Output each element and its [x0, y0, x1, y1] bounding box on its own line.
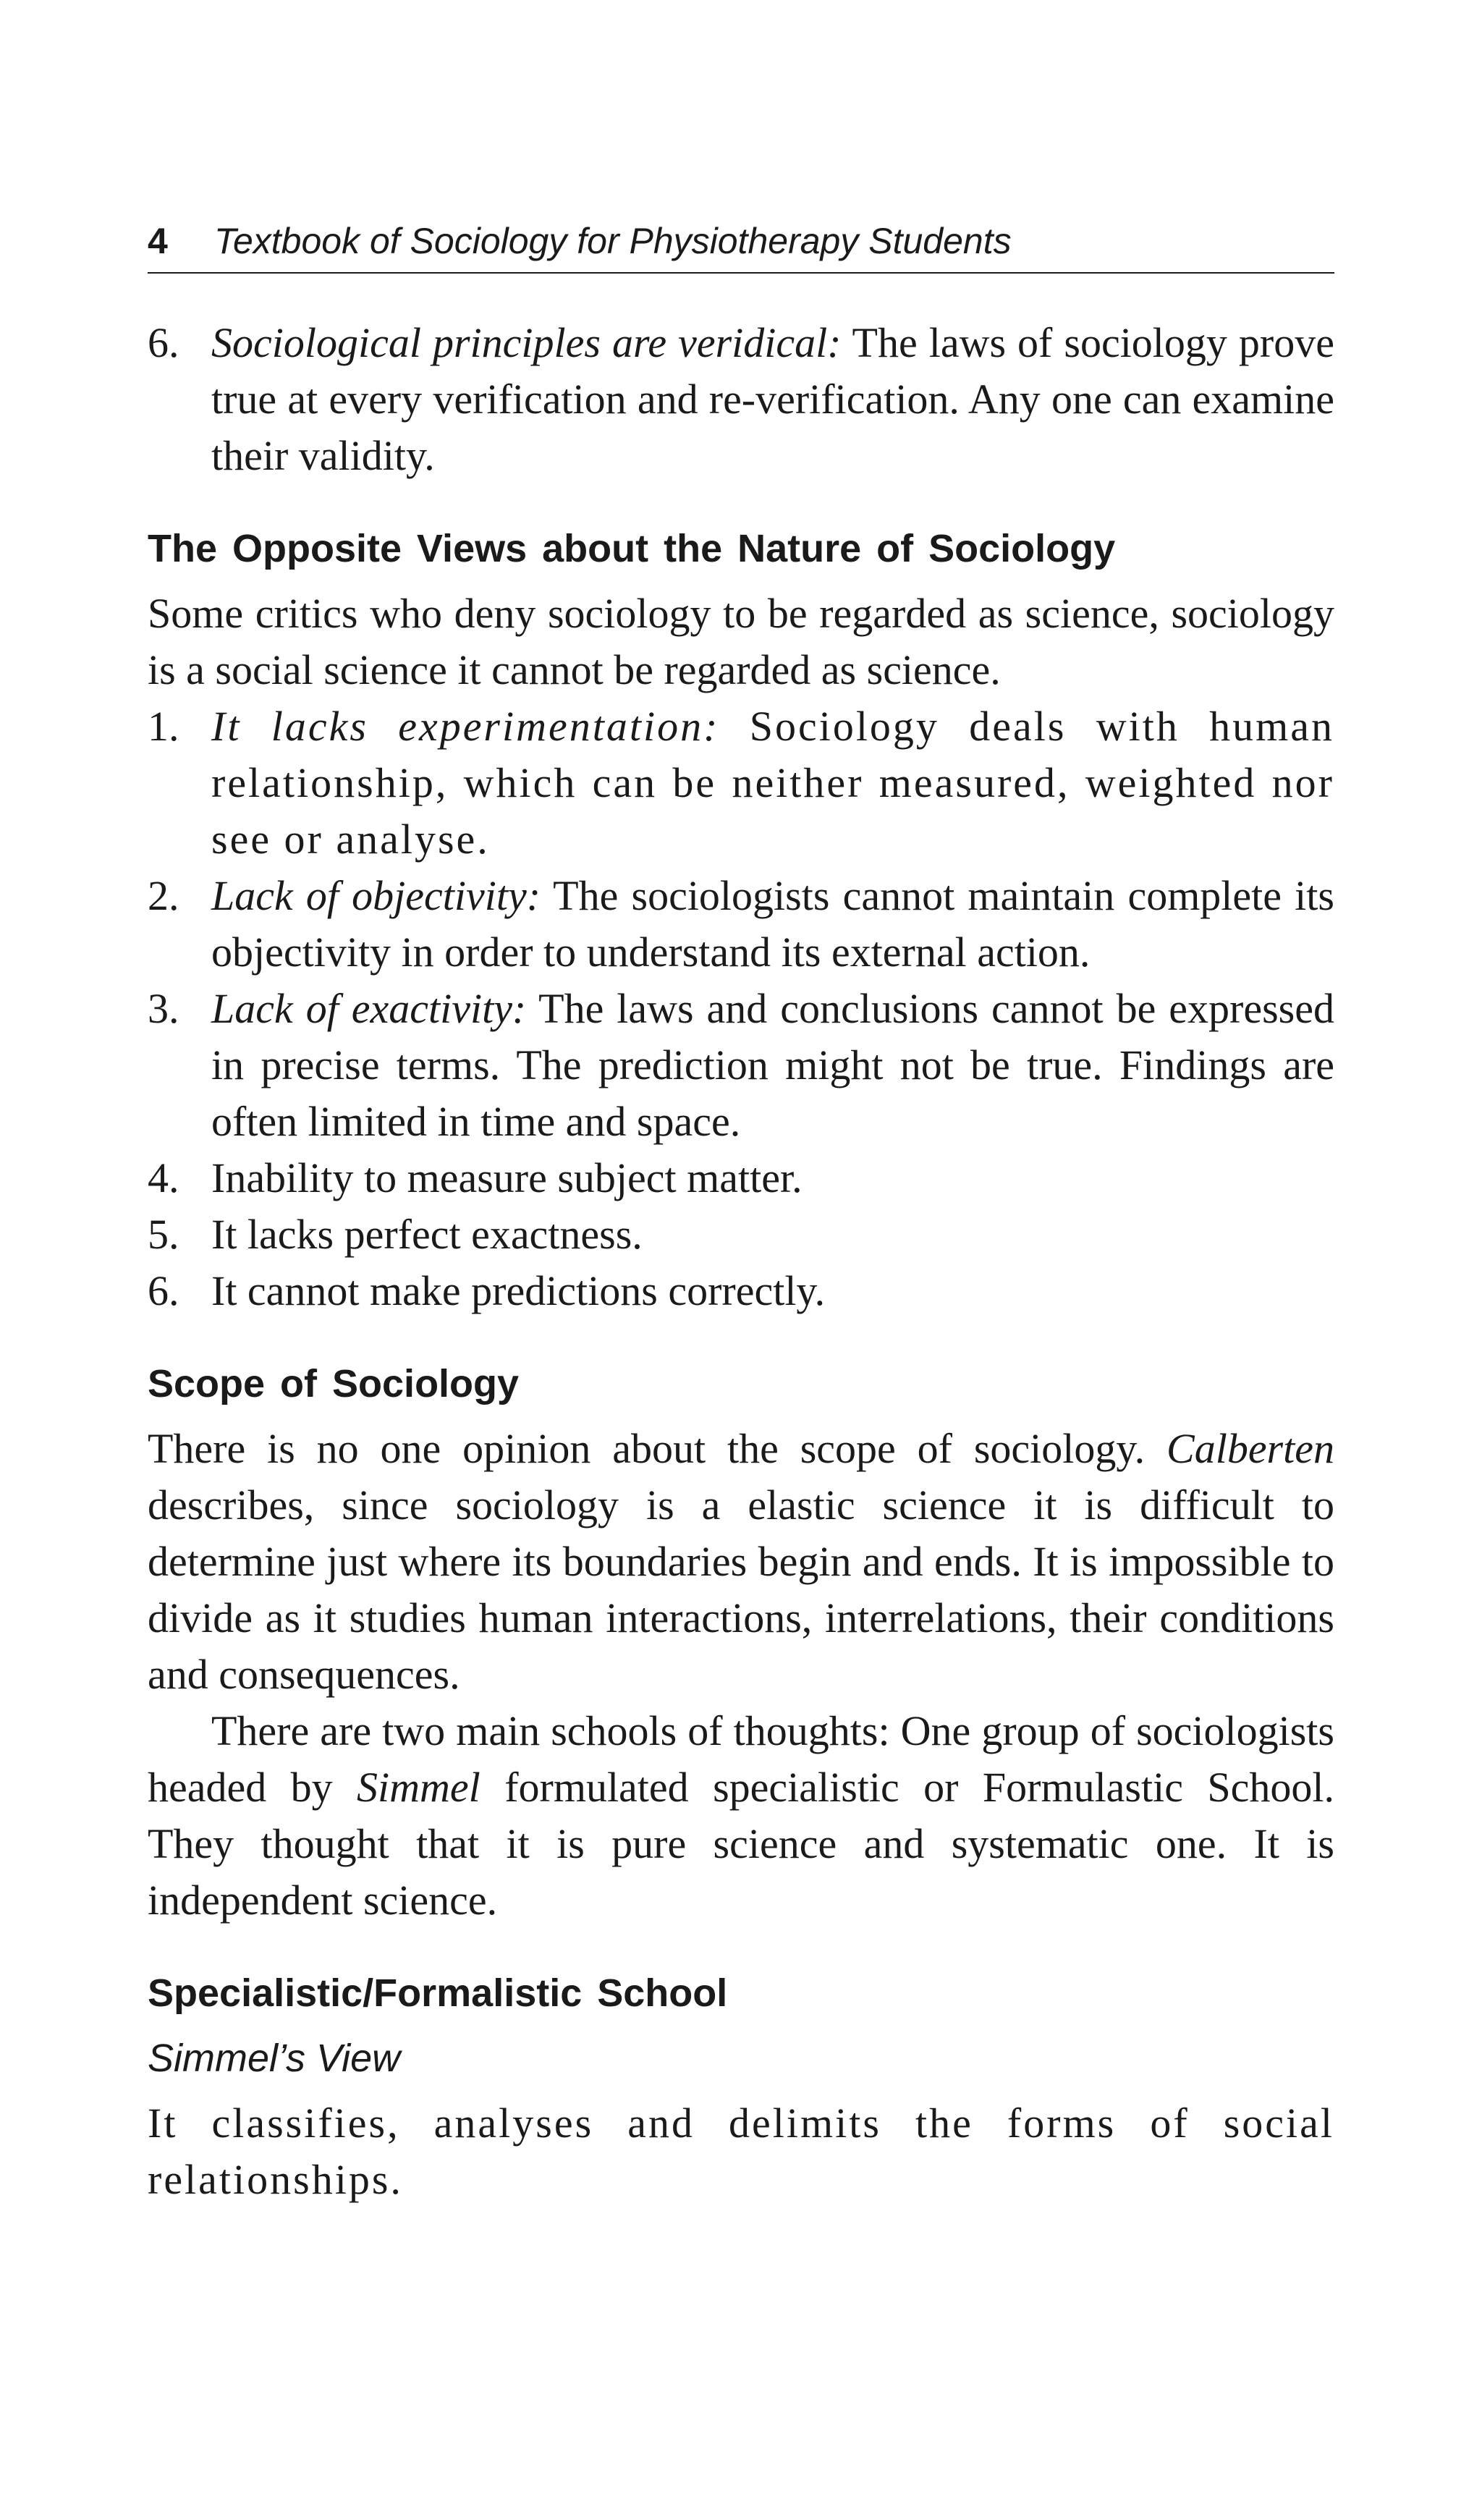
paragraph: Some critics who deny sociology to be regarded as science, sociology is a social science it cannot be regarded as science. [148, 590, 1334, 693]
book-title: Textbook of Sociology for Physiotherapy Students [214, 221, 1012, 261]
paragraph [148, 1421, 1334, 1703]
list-item [148, 315, 1334, 484]
list-text: Sociology deals with human relationship, which can be neither measured, weighted nor see or analyse. [211, 703, 1334, 863]
section-heading-opposite-views: The Opposite Views about the Nature of Sociology [148, 527, 1116, 570]
body-text [148, 315, 1334, 2208]
paragraph-text: describes, since sociology is a elastic science it is difficult to determine just where its boundaries begin and ends. It is impossible to divide as it studies human interactions, interrelations, their conditions and consequences. [148, 1481, 1334, 1698]
list-number: 2. [148, 872, 179, 919]
list-lead: It lacks experimentation: [211, 703, 720, 750]
list-number: 5. [148, 1211, 179, 1258]
list-lead: Lack of objectivity: [211, 872, 541, 919]
section-heading-school: Specialistic/Formalistic School [148, 1971, 728, 2015]
list-item [148, 1206, 1334, 1263]
list-item [148, 868, 1334, 981]
list-number: 3. [148, 985, 179, 1032]
list-text: The laws and conclusions cannot be expressed in precise terms. The prediction might not be true. Findings are often limited in time and space. [211, 985, 1334, 1145]
list-text: The sociologists cannot maintain complete its objectivity in order to understand its external action. [211, 872, 1334, 976]
list-number: 6. [148, 319, 179, 366]
list-item [148, 1263, 1334, 1319]
list-lead: Sociological principles are veridical: [211, 319, 842, 366]
list-text: Inability to measure subject matter. [211, 1154, 803, 1201]
author-name: Simmel [357, 1764, 480, 1811]
list-item [148, 698, 1334, 868]
paragraph-text: formulated specialistic or Formulastic School. They thought that it is pure science and systematic one. It is independent science. [148, 1764, 1334, 1924]
paragraph [148, 1703, 1334, 1929]
section-heading-scope: Scope of Sociology [148, 1362, 520, 1405]
list-text: The laws of sociology prove true at every verification and re-verification. Any one can examine their validity. [211, 319, 1334, 479]
list-item [148, 981, 1334, 1150]
list-number: 6. [148, 1267, 179, 1314]
list-item [148, 1150, 1334, 1206]
list-text: It lacks perfect exactness. [211, 1211, 643, 1258]
list-number: 1. [148, 703, 179, 750]
paragraph-text: There are two main schools of thoughts: One group of sociologists headed by [148, 1707, 1334, 1811]
paragraph-text: There is no one opinion about the scope of sociology. [148, 1425, 1167, 1472]
subsection-heading: Simmel’s View [148, 2037, 401, 2080]
list-number: 4. [148, 1154, 179, 1201]
running-header [148, 210, 1334, 274]
paragraph: It classifies, analyses and delimits the forms of social relationships. [148, 2100, 1334, 2203]
list-text: It cannot make predictions correctly. [211, 1267, 826, 1314]
list-lead: Lack of exactivity: [211, 985, 527, 1032]
author-name: Calberten [1166, 1425, 1334, 1472]
page-number: 4 [148, 221, 168, 261]
